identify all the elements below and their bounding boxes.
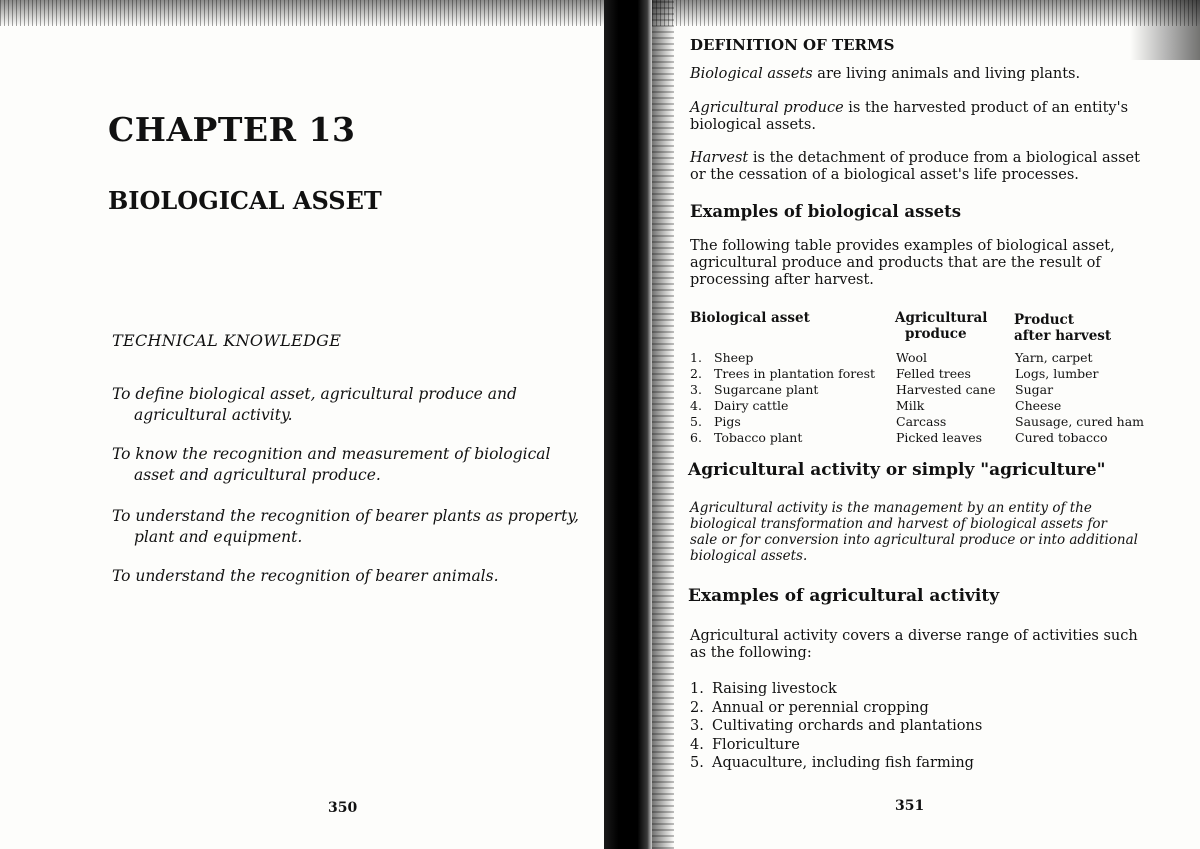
list-item-number: 2. <box>690 699 704 716</box>
row-produce: Carcass <box>896 414 947 429</box>
row-produce: Harvested cane <box>896 382 996 397</box>
definition-term: Agricultural produce <box>690 100 844 116</box>
row-product: Yarn, carpet <box>1015 350 1093 365</box>
row-number: 6. <box>690 430 702 445</box>
definition-term: Biological assets <box>690 66 813 82</box>
agricultural-activity-heading: Agricultural activity or simply "agriculture" <box>688 460 1106 480</box>
row-product: Cheese <box>1015 398 1062 413</box>
list-item-label: Annual or perennial cropping <box>712 699 929 716</box>
row-produce: Felled trees <box>896 366 971 381</box>
table-header-product-line1: Product <box>1014 312 1074 328</box>
activity-list <box>690 680 1110 773</box>
definition-term: Harvest <box>690 150 749 166</box>
row-product: Sugar <box>1015 382 1054 397</box>
table-header-produce-line2: produce <box>905 326 967 342</box>
list-item-number: 4. <box>690 736 704 753</box>
table-header-produce-line1: Agricultural <box>895 310 988 326</box>
list-item <box>690 680 1110 699</box>
row-product: Logs, lumber <box>1015 366 1099 381</box>
table-row <box>690 430 1150 446</box>
list-item-label: Floriculture <box>712 736 800 753</box>
scan-noise-top <box>652 0 1200 26</box>
definition-text: is the detachment of produce from a biological asset or the cessation of a biological asset's life processes. <box>690 150 1140 183</box>
table-header-asset: Biological asset <box>690 310 810 326</box>
row-number: 2. <box>690 366 702 381</box>
objective-item: To understand the recognition of bearer animals. <box>112 567 499 585</box>
definition-biological-assets <box>690 66 1140 83</box>
book-gutter <box>604 0 652 849</box>
definitions-heading: DEFINITION OF TERMS <box>690 36 895 54</box>
chapter-subtitle: BIOLOGICAL ASSET <box>108 186 382 215</box>
row-asset: Sugarcane plant <box>714 382 819 397</box>
table-header-produce <box>895 310 987 342</box>
row-produce: Wool <box>896 350 928 365</box>
objective-item: To understand the recognition of bearer plants as property, plant and equipment. <box>112 507 579 546</box>
row-asset: Tobacco plant <box>714 430 803 445</box>
objective-item: To know the recognition and measurement of biological asset and agricultural produce. <box>112 445 551 484</box>
list-item-label: Raising livestock <box>712 681 837 697</box>
definition-agricultural-produce <box>690 100 1140 134</box>
table-row <box>690 382 1150 398</box>
list-item-label: Cultivating orchards and plantations <box>712 718 983 734</box>
row-asset: Trees in plantation forest <box>714 366 876 381</box>
page-number-right: 351 <box>895 798 925 814</box>
objective-item: To define biological asset, agricultural produce and agricultural activity. <box>112 385 517 424</box>
definition-harvest <box>690 150 1140 184</box>
scan-noise-top <box>0 0 604 26</box>
examples-intro: The following table provides examples of biological asset, agricultural produce and products that are the result of processing after harvest. <box>690 238 1115 288</box>
list-item <box>690 717 1110 736</box>
table-row <box>690 398 1150 414</box>
list-item <box>690 699 1110 718</box>
table-row <box>690 414 1150 430</box>
table-row <box>690 350 1150 366</box>
scan-noise-edge <box>652 0 674 849</box>
row-number: 1. <box>690 350 702 365</box>
examples-activity-heading: Examples of agricultural activity <box>688 586 1000 606</box>
list-item-number: 3. <box>690 718 704 734</box>
row-number: 5. <box>690 414 702 429</box>
table-header-product-line2: after harvest <box>1014 328 1112 344</box>
technical-knowledge-heading: TECHNICAL KNOWLEDGE <box>112 331 342 350</box>
list-item-number: 1. <box>690 681 704 697</box>
chapter-title: CHAPTER 13 <box>108 110 356 149</box>
row-number: 3. <box>690 382 702 397</box>
scan-noise-corner <box>1130 0 1200 60</box>
list-item-label: Aquaculture, including fish farming <box>712 755 974 771</box>
row-asset: Sheep <box>714 350 754 365</box>
definition-text: are living animals and living plants. <box>812 66 1081 82</box>
agricultural-activity-definition: Agricultural activity is the management by an entity of the biological transformation and harvest of biological assets for sale or for conversion into agricultural produce or into additional biological assets. <box>690 500 1138 564</box>
row-product: Sausage, cured ham <box>1015 414 1145 429</box>
table-row <box>690 366 1150 382</box>
definition-text: is the harvested product of an entity's biological assets. <box>690 100 1129 133</box>
row-number: 4. <box>690 398 702 413</box>
examples-biological-heading: Examples of biological assets <box>690 202 962 221</box>
row-asset: Pigs <box>714 414 741 429</box>
list-item-number: 5. <box>690 755 704 771</box>
table-header-product <box>1014 312 1111 344</box>
row-asset: Dairy cattle <box>714 398 789 413</box>
row-product: Cured tobacco <box>1015 430 1108 445</box>
list-item <box>690 736 1110 755</box>
page-number-left: 350 <box>328 800 358 816</box>
examples-activity-intro: Agricultural activity covers a diverse range of activities such as the following: <box>690 628 1138 661</box>
row-produce: Picked leaves <box>896 430 983 445</box>
row-produce: Milk <box>896 398 925 413</box>
right-page <box>652 0 1200 849</box>
list-item <box>690 754 1110 773</box>
